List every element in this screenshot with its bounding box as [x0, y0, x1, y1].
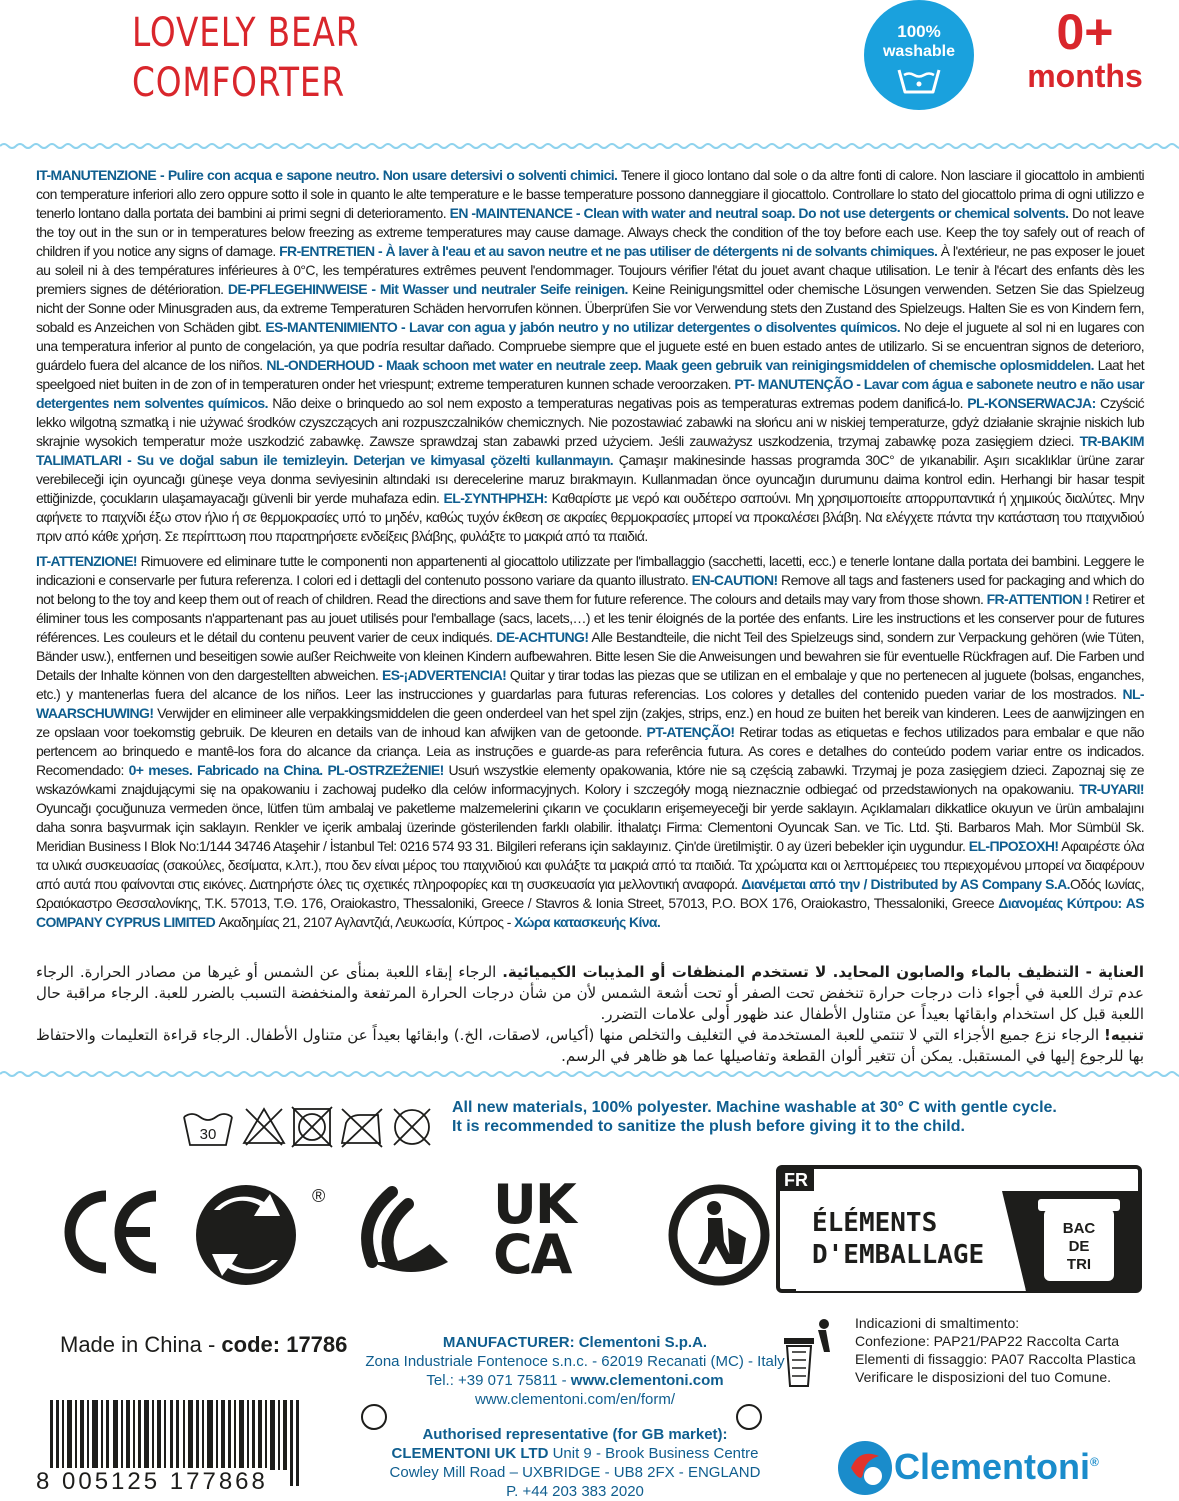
no-iron-icon: [342, 1109, 382, 1147]
fr-attention-label: FR-ATTENTION !: [986, 591, 1090, 607]
tr-maintenance-label: TR-BAKIM TALIMATLARI - Su ve doğal sabun ile temizleyin. Deterjan ve kimyasal çözelti kullanmayın.: [36, 433, 1144, 468]
nl-attention-label: NL-WAARSCHUWING!: [36, 686, 1144, 721]
manufacturer-label: MANUFACTURER: Clementoni S.p.A.: [442, 1334, 708, 1351]
es-attention-label: ES-¡ADVERTENCIA!: [381, 667, 507, 683]
wash-30-icon: [184, 1114, 232, 1145]
arabic-warning: [36, 1025, 1144, 1067]
maintenance-text: [36, 166, 1144, 546]
clementoni-logo-icon: [835, 1438, 895, 1498]
disposal-fasteners: Elementi di fissaggio: PA07 Raccolta Plastica: [855, 1351, 1136, 1367]
arabic-maintenance-text: الرجاء إبقاء اللعبة بمنأى عن الشمس أو غيرها من مصادر الحرارة. الرجاء عدم ترك اللعبة في أجواء ذات درجات حرارة تنخفض تحت الصفر أو تحت أشعة الشمس لأن من شأن درجات الحرارة المرتفعة والمنخفضة التسبب بالضرر للعبة. الرجاء مراقبة حال اللعبة قبل كل استخدام وابقائها بعيداً عن متناول الأطفال عند ظهور أولى علامات التضرر.: [36, 963, 1144, 1023]
age-unit: months: [1027, 58, 1143, 94]
bac-line1: BAC: [1062, 1220, 1096, 1237]
tr-maintenance-text: Çamaşır makinesinde hassas programda 30C° de yıkanabilir. Aşırı sıcaklıklar ürüne zarar verebileceği için oyuncağı güneşe veya donma seviyesinin altındaki ısı derecelerine maruz bırakmayın. Kullanmadan önce oyuncağın durumunu daima kontrol edin. Herhangi bir hasar tespit ettiğinizde, çocukların ulaşamayacağı güvenli bir yerde muhafaza edin.: [36, 452, 1144, 506]
product-title-line1: LOVELY BEAR: [132, 10, 360, 56]
washable-badge-percent: 100%: [897, 22, 941, 41]
product-title-line2: COMFORTER: [132, 60, 346, 106]
pt-recommended: 0+ meses. Fabricado na China.: [128, 762, 323, 778]
arabic-warning-text: الرجاء نزع جميع الأجزاء التي لا تنتمي للعبة المستخدمة في التغليف والتخلص منها (أكياس، لاصقات، الخ.) وابقائها بعيداً عن متناول الأطفال. الرجاء قراءة التعليمات والاحتفاظ بها للرجوع إليها في المستقبل. يمكن أن تتغير ألوان القطعة وتفاصيلها عما هو ظاهر في الرسم.: [36, 1026, 1144, 1065]
de-maintenance-label: DE-PFLEGEHINWEISE - Mit Wasser und neutraler Seife reinigen.: [227, 281, 628, 297]
nl-maintenance-label: NL-ONDERHOUD - Maak schoon met water en neutrale zeep. Maak geen gebruik van reinigingsmiddelen of chemische oplosmiddelen.: [266, 357, 1094, 373]
arabic-text: [36, 962, 1144, 1067]
materials-line2: It is recommended to sanitize the plush before giving it to the child.: [452, 1118, 965, 1135]
es-maintenance-text: No deje el juguete al sol ni en lugares con una temperatura inferior al punto de congelación, ya que podría resultar dañado. Compruebe siempre que el juguete esté en buen estado antes de utilizarlo. Si se encuentran signos de deterioro, guárdelo fuera del alcance de los niños.: [36, 319, 1144, 373]
fr-line1: ÉLÉMENTS: [812, 1208, 938, 1238]
nl-maintenance-text: Laat het speelgoed niet buiten in de zon of in temperaturen onder het vriespunt; extreme temperaturen kunnen schade veroorzaken.: [36, 357, 1144, 392]
arabic-maintenance-label: العناية - التنظيف بالماء والصابون المحايد. لا تستخدم المنظفات أو المذيبات الكيميائية.: [502, 963, 1144, 981]
rep-phone: P. +44 203 383 2020: [506, 1483, 644, 1500]
el-attention-label: EL-ΠΡΟΣΟΧΗ!: [968, 838, 1059, 854]
made-in-label: Made in China -: [60, 1332, 222, 1357]
cy-distributor-label: Διανομέας Κύπρου: AS COMPANY CYPRUS LIMITED: [36, 895, 1144, 930]
arabic-warning-label: تنبيه!: [1104, 1026, 1144, 1044]
pl-maintenance-label: PL-KONSERWACJA:: [967, 395, 1096, 411]
washable-badge-label: washable: [882, 43, 956, 60]
pl-attention-text: Usuń wszystkie elementy opakowania, które nie są częścią zabawki. Trzymaj je poza zasięgiem dzieci. Zapoznaj się ze wskazówkami znajdującymi się na opakowaniu i zachowaj pudełko dla celów informacyjnych. Kolory i szczegóły mogą nieznacznie odbiegać od przedstawionych na opakowaniu.: [36, 762, 1144, 797]
washable-badge: [864, 0, 974, 110]
manufacturer-form-link[interactable]: www.clementoni.com/en/form/: [474, 1391, 676, 1408]
product-code: code: 17786: [221, 1332, 348, 1357]
fr-maintenance-label: FR-ENTRETIEN - À laver à l'eau et au savon neutre et ne pas utiliser de détergents ni de solvants chimiques.: [279, 243, 938, 259]
brand-registered: ®: [1090, 1455, 1099, 1469]
tr-attention-label: TR-UYARI!: [1079, 781, 1144, 797]
it-attention-text: Rimuovere ed eliminare tutte le componenti non appartenenti al giocattolo utilizzate per l'imballaggio (sacchetti, lacetti, ecc.) e tenerle lontane dalla portata dei bambini. Leggere le indicazioni e conservarle per futura referenza. I colori ed i dettagli del contenuto possono variare da quanto illustrato.: [36, 553, 1144, 588]
manufacturer-website-link[interactable]: www.clementoni.com: [570, 1372, 724, 1389]
ukca-line1: UK: [493, 1173, 575, 1236]
origin-and-code: [60, 1332, 347, 1358]
disposal-info: [855, 1314, 1136, 1386]
ukca-line2: CA: [493, 1223, 571, 1286]
bac-line2: DE: [1068, 1238, 1090, 1255]
wash-temp-label: 30: [199, 1126, 217, 1143]
no-tumble-dry-icon: [292, 1107, 332, 1147]
en-maintenance-label: EN -MAINTENANCE - Clean with water and neutral soap. Do not use detergents or chemical solvents.: [449, 205, 1069, 221]
disposal-note: Verificare le disposizioni del tuo Comune.: [855, 1369, 1112, 1385]
fr-line2: D'EMBALLAGE: [812, 1240, 985, 1270]
cy-origin: Χώρα κατασκευής Κίνα.: [514, 914, 661, 930]
it-attention-label: IT-ATTENZIONE!: [36, 553, 137, 569]
fr-tag: FR: [784, 1170, 808, 1190]
nl-attention-text: Verwijder en elimineer alle verpakkingsmiddelen die geen onderdeel van het spel zijn (zakjes, strips, enz.) en houd ze buiten het bereik van kinderen. Lees de aanwijzingen en ze opslaan voor toekomstig gebruik. De kleuren en details van de inhoud kan afwijken van de getoonde.: [36, 705, 1144, 740]
pl-attention-label: PL-OSTRZEŻENIE!: [327, 762, 444, 778]
uk-representative: [355, 1425, 795, 1501]
materials-info: [452, 1098, 1057, 1136]
en-attention-label: EN-CAUTION!: [691, 572, 778, 588]
ukca-mark: [493, 1173, 593, 1286]
it-maintenance-text: Tenere il gioco lontano dal sole o da altre fonti di calore. Non lasciare il giocattolo in ambienti con temperature inferiori allo zero oppure sotto il sole in quanto le alte temperature e le basse temperature possono danneggiare il giocattolo. Controllare lo stato del giocattolo prima di ogni utilizzo e tenerlo lontano dalla portata dei bambini ai primi segni di deterioramento.: [36, 167, 1144, 221]
fr-maintenance-text: À l'extérieur, ne pas exposer le jouet au soleil ni à des températures inférieures à 0°C, les températures extrêmes peuvent l'endommager. Toujours vérifier l'état du jouet avant chaque utilisation. Le tenir à l'écart des enfants dès les premiers signes de détérioration.: [36, 243, 1144, 297]
no-bleach-icon: [244, 1109, 284, 1145]
el-distributor-label: Διανέμεται από την / Distributed by AS Company S.A.: [741, 876, 1070, 892]
pt-maintenance-label: PT- MANUTENÇÃO - Lavar com água e sabonete neutro e não usar detergentes nem solventes químicos.: [36, 376, 1144, 411]
disposal-packaging: Confezione: PAP21/PAP22 Raccolta Carta: [855, 1333, 1120, 1349]
pt-attention-label: PT-ATENÇÃO!: [646, 724, 735, 740]
cy-distributor-text: Ακαδημίας 21, 2107 Αγλαντζιά, Λευκωσία, Κύπρος -: [215, 914, 515, 930]
it-maintenance-label: IT-MANUTENZIONE - Pulire con acqua e sapone neutro. Non usare detersivi o solventi chimici.: [36, 167, 618, 183]
wave-divider: [0, 1070, 1179, 1078]
es-attention-text: Quitar y tirar todas las piezas que se utilizan en el embalaje y que no pertenecen al juguete (bolsas, enganches, etc.) y mantenerlas fuera del alcance de los niños. Leer las instrucciones y guardarlas para futuras referencias. Los colores y detalles del contenido pueden variar de los mostrados.: [36, 667, 1144, 702]
age-indicator: [1000, 4, 1170, 94]
wash-basin-icon: [896, 66, 942, 96]
product-title: [132, 8, 359, 108]
ce-mark-icon: [60, 1182, 160, 1282]
wave-divider: [0, 142, 1179, 150]
attention-text: [36, 552, 1144, 932]
es-maintenance-label: ES-MANTENIMIENTO - Lavar con agua y jabón neutro y no utilizar detergentes o disolventes químicos.: [265, 319, 901, 335]
materials-line1: All new materials, 100% polyester. Machine washable at 30° C with gentle cycle.: [452, 1099, 1057, 1116]
bac-line3: TRI: [1066, 1256, 1092, 1273]
de-attention-text: Alle Bestandteile, die nicht Teil des Spielzeugs sind, sondern zur Verpackung gehören (wie Tüten, Bänder usw.), entfernen und beseitigen sowie außer Reichweite von kleinen Kindern aufbewahren. Bitte lesen Sie die Anweisungen und bewahren sie für eventuelle Rückfragen auf. Die Farben und Details der Inhalte können von den dargestellten abweichen.: [36, 629, 1144, 683]
brand-name: [894, 1446, 1099, 1488]
registered-mark: ®: [312, 1186, 326, 1206]
green-dot-icon: [190, 1180, 330, 1290]
el-distributor-text: Οδός Ιωνίας, Ωραιόκαστρο Θεσσαλονίκης, Τ.Κ. 57013, Τ.Θ. 176, Oraiokastro, Thessaloniki, Greece / Stavros & Ionia Street, 57013, P.O. BOX 176, Oraiokastro, Thessaloniki, Greece: [36, 876, 1144, 911]
de-maintenance-text: Keine Reinigungsmittel oder chemische Lösungen verwenden. Setzen Sie das Spielzeug nicht der Sonne oder Minusgraden aus, da extreme Temperaturen Schäden hervorrufen können. Überprüfen Sie vor Verwendung stets den Zustand des Spielzeugs. Halten Sie es von Kindern fern, sobald es Anzeichen von Schäden gibt.: [36, 281, 1145, 335]
care-symbols: [182, 1095, 442, 1165]
en-maintenance-text: Do not leave the toy out in the sun or in temperatures below freezing as extreme temperatures may cause damage. Always check the condition of the toy before each use. Keep the toy safely out of reach of children if you notice any signs of damage.: [36, 205, 1144, 259]
arabic-maintenance: [36, 962, 1144, 1025]
brand-label: Clementoni: [894, 1446, 1091, 1487]
manufacturer-info: [355, 1333, 795, 1409]
disposal-title: Indicazioni di smaltimento:: [855, 1315, 1020, 1331]
age-value: 0+: [1056, 4, 1114, 60]
el-maintenance-label: EL-ΣΥΝΤΗΡΗΣΗ:: [443, 490, 548, 506]
tidyman-icon: [664, 1182, 774, 1288]
manufacturer-address: Zona Industriale Fontenoce s.n.c. - 62019 Recanati (MC) - Italy: [365, 1353, 785, 1370]
triman-box: [776, 1165, 1142, 1293]
no-dry-clean-icon: [394, 1109, 430, 1145]
manufacturer-tel: Tel.: +39 071 75811 -: [426, 1372, 571, 1389]
pt-maintenance-text: Não deixe o brinquedo ao sol nem exposto a temperaturas negativas pois as temperaturas extremas podem danificá-lo.: [267, 395, 968, 411]
rep-address1: Unit 9 - Brook Business Centre: [548, 1445, 759, 1462]
pl-maintenance-text: Czyścić lekko wilgotną szmatką i nie używać środków czyszczących ani rozpuszczalników chemicznych. Nie pozostawiać zabawki na słońcu ani w niskiej temperaturze, gdyż działanie skrajnie niskich lub skrajnie wysokich temperatur może uszkodzić zabawkę. Zawsze sprawdzaj stan zabawki przed użyciem. Jeśli zauważysz uszkodzenia, trzymaj zabawkę poza zasięgiem dzieci.: [36, 395, 1144, 449]
recycling-fibers-icon: [352, 1182, 462, 1288]
tr-attention-text: Oyuncağı çocuğunuza vermeden önce, lütfen tüm ambalaj ve paketleme malzemelerini çıkarın ve çocukların erişemeyeceği bir yerde saklayın. Açıklamaları dikkatlice okuyun ve ürün ambalajını daha sonra başvurmak için saklayın. Renkler ve içerik ambalaj üzerinde gösterilenden farklı olabilir. İthalatçı Firma: Clementoni Oyuncak San. ve Tic. Ltd. Şti. Barbaros Mah. Mor Sümbül Sk. Meridian Business I Blok No:1/144 34746 Ataşehir / İstanbul Tel: 0216 574 93 31. Bilgileri referans için saklayınız. Çin'de üretilmiştir. 0 ay üzeri bebekler için uygundur.: [36, 800, 1144, 854]
pt-attention-text: Retirar todas as etiquetas e fechos utilizados para embalar e que não pertencem ao brinquedo e mantê-los fora do alcance da criança. Leia as instruções e guarde-as para referência futura. As cores e detalhes do conteúdo podem variar entre os indicados. Recomendado:: [36, 724, 1144, 778]
de-attention-label: DE-ACHTUNG!: [496, 629, 589, 645]
el-maintenance-text: Καθαρίστε με νερό και ουδέτερο σαπούνι. Μη χρησιμοποιείτε απορρυπαντικά ή χημικούς διαλύτες. Μην αφήνετε το παιχνίδι έξω στον ήλιο ή σε θερμοκρασίες υπό το μηδέν, καθώς τυχόν έκθεση σε ακραίες θερμοκρασίες μπορεί να προκαλέσει βλάβη. Να ελέγχετε πάντα την κατάσταση του παιχνιδιού πριν από κάθε χρήση. Σε περίπτωση που παρατηρήσετε ενδείξεις βλάβης, φυλάξτε το μακριά από τα παιδιά.: [36, 490, 1144, 544]
rep-name: CLEMENTONI UK LTD: [391, 1445, 549, 1462]
rep-address2: Cowley Mill Road – UXBRIDGE - UB8 2FX - ENGLAND: [389, 1464, 761, 1481]
barcode-number: 8 005125 177868: [36, 1468, 268, 1495]
el-attention-text: Αφαιρέστε όλα τα υλικά συσκευασίας (σακούλες, δεσίματα, κ.λπ.), που δεν είναι μέρος του παιχνιδιού και φυλάξτε τα μακριά από τα παιδιά. Τα χρώματα και οι λεπτομέρειες του περιεχομένου μπορεί να διαφέρουν από αυτά που φαίνονται στις εικόνες. Διατηρήστε όλες τις σχετικές πληροφορίες και τη συσκευασία για μελλοντική αναφορά.: [36, 838, 1144, 892]
en-attention-text: Remove all tags and fasteners used for packaging and which do not belong to the toy and keep them out of reach of children. Read the directions and save them for future reference. The colours and details may vary from those shown.: [36, 572, 1144, 607]
crossed-bin-icon: [780, 1312, 840, 1392]
rep-label: Authorised representative (for GB market):: [422, 1426, 728, 1443]
fr-attention-text: Retirer et éliminer tous les composants n'appartenant pas au jouet utilisés pour l'emballage (sacs, lacets,…) et les tenir éloignés de la portée des enfants. Lire les instructions et les conserver pour de futures références. Les couleurs et le détail du contenu peuvent varier de ceux indiqués.: [36, 591, 1144, 645]
bin-icon: [1038, 1199, 1120, 1281]
